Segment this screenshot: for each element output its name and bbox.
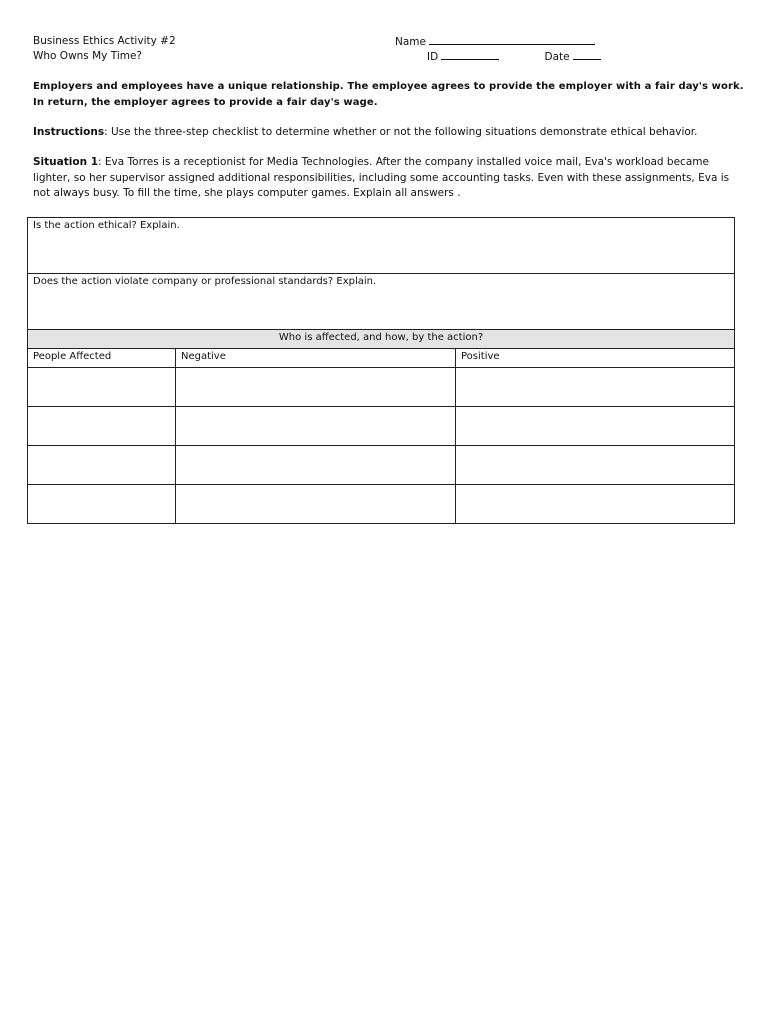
standards-answer-cell[interactable]	[28, 274, 735, 330]
table-row	[28, 485, 735, 524]
question-ethical: Is the action ethical? Explain.	[33, 220, 180, 231]
activity-title: Who Owns My Time?	[33, 50, 142, 62]
date-blank[interactable]	[573, 49, 601, 60]
situation-label: Situation 1	[33, 156, 99, 168]
name-field	[395, 34, 601, 49]
instructions-text: : Use the three-step checklist to determine whether or not the following situations demonstrate ethical behavior.	[104, 126, 698, 138]
situation-text: : Eva Torres is a receptionist for Media Technologies. After the company installed voice mail, Eva's workload became lighter, so her supervisor assigned additional responsibilities, including some accounting tasks. Even with these assignments, Eva is not always busy. To fill the time, she plays computer games. Explain all answers .	[33, 156, 730, 199]
date-label: Date	[544, 51, 570, 63]
question-standards: Does the action violate company or professional standards? Explain.	[33, 276, 377, 287]
table-row	[28, 446, 735, 485]
people-cell[interactable]	[28, 368, 176, 407]
id-blank[interactable]	[441, 49, 499, 60]
situation-paragraph	[33, 155, 745, 202]
people-cell[interactable]	[28, 407, 176, 446]
affected-heading-row	[28, 330, 735, 349]
people-cell[interactable]	[28, 485, 176, 524]
course-title: Business Ethics Activity #2	[33, 35, 176, 47]
instructions-label: Instructions	[33, 126, 105, 138]
table-row	[28, 407, 735, 446]
column-header-negative: Negative	[176, 349, 456, 368]
question-row-standards	[28, 274, 735, 330]
table-row	[28, 368, 735, 407]
positive-cell[interactable]	[456, 485, 735, 524]
name-blank[interactable]	[429, 34, 595, 45]
column-header-positive: Positive	[456, 349, 735, 368]
header-titles	[33, 34, 176, 64]
ethics-checklist-table	[27, 217, 735, 524]
column-header-row	[28, 349, 735, 368]
positive-cell[interactable]	[456, 407, 735, 446]
header-student-fields	[395, 34, 601, 64]
intro-paragraph: Employers and employees have a unique relationship. The employee agrees to provide the employer with a fair day's work. In return, the employer agrees to provide a fair day's wage.	[33, 81, 744, 108]
column-header-people: People Affected	[28, 349, 176, 368]
negative-cell[interactable]	[176, 485, 456, 524]
positive-cell[interactable]	[456, 446, 735, 485]
date-field	[545, 49, 601, 64]
question-row-ethical	[28, 218, 735, 274]
id-field	[427, 49, 499, 64]
name-label: Name	[395, 36, 426, 48]
instructions-paragraph	[33, 125, 745, 141]
negative-cell[interactable]	[176, 368, 456, 407]
people-cell[interactable]	[28, 446, 176, 485]
negative-cell[interactable]	[176, 446, 456, 485]
positive-cell[interactable]	[456, 368, 735, 407]
affected-heading: Who is affected, and how, by the action?	[28, 330, 735, 349]
id-date-fields	[395, 49, 601, 64]
id-label: ID	[427, 51, 439, 63]
ethical-answer-cell[interactable]	[28, 218, 735, 274]
negative-cell[interactable]	[176, 407, 456, 446]
